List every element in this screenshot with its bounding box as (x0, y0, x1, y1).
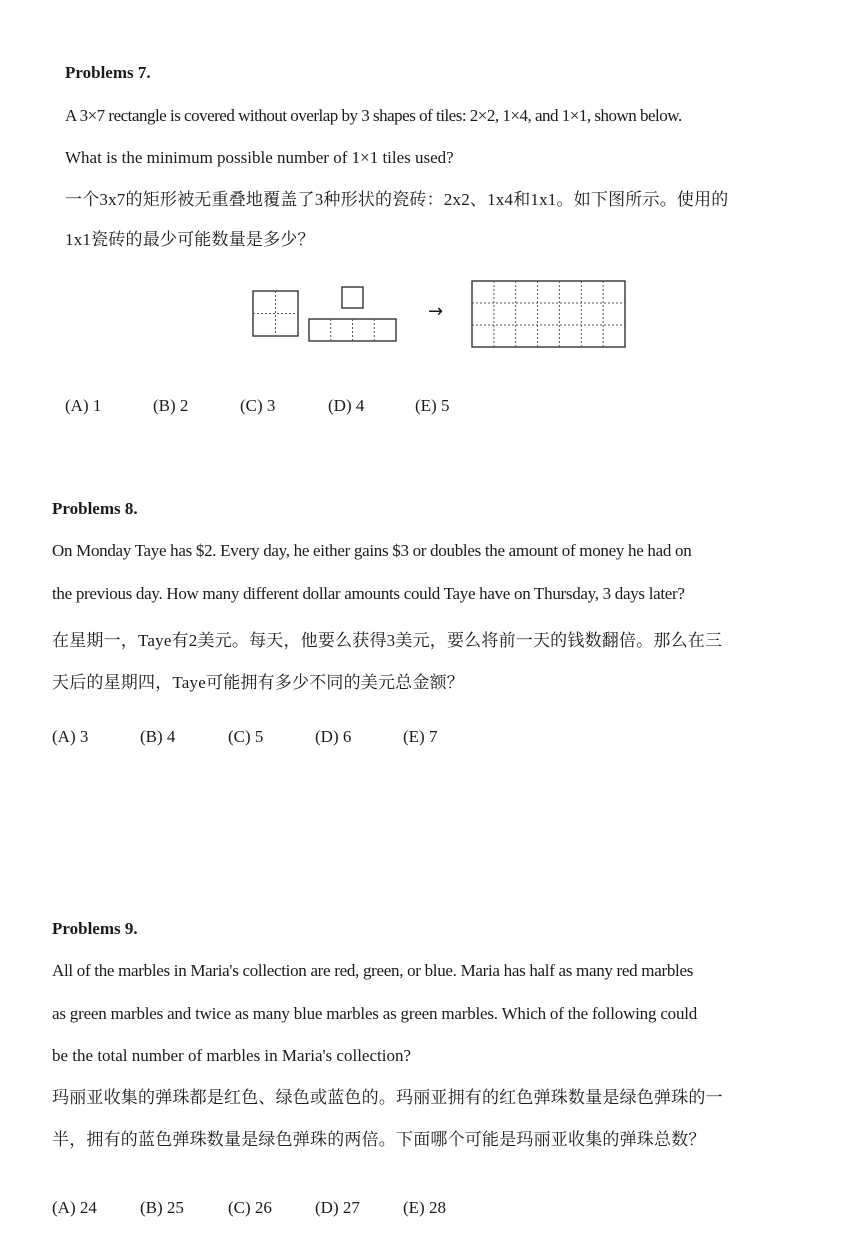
problem-9-choice-d[interactable]: (D) 27 (315, 1198, 360, 1217)
problem-7-choice-d[interactable]: (D) 4 (328, 396, 365, 415)
problem-9-choice-e[interactable]: (E) 28 (403, 1198, 446, 1217)
problem-8-text-line-1: On Monday Taye has $2. Every day, he either gains $3 or doubles the amount of money he had on (52, 541, 692, 560)
tile-2x2 (253, 291, 298, 336)
problem-9-title: Problems 9. (52, 919, 138, 938)
problem-8-choice-b[interactable]: (B) 4 (140, 727, 176, 746)
problem-9-choice-c[interactable]: (C) 26 (228, 1198, 272, 1217)
problem-8-text-line-2: the previous day. How many different dollar amounts could Taye have on Thursday, 3 days later? (52, 584, 685, 603)
problem-9-choice-a[interactable]: (A) 24 (52, 1198, 97, 1217)
problem-8-choice-d[interactable]: (D) 6 (315, 727, 352, 746)
problem-9-choice-b[interactable]: (B) 25 (140, 1198, 184, 1217)
problem-7-cn-line-2: 1x1瓷砖的最少可能数量是多少？ (65, 230, 315, 249)
problem-7-text-line-1: A 3×7 rectangle is covered without overlap by 3 shapes of tiles: 2×2, 1×4, and 1×1, shown below. (65, 106, 682, 125)
problem-8-choice-a[interactable]: (A) 3 (52, 727, 89, 746)
problem-9-cn-line-1: 玛丽亚收集的弹珠都是红色、绿色或蓝色的。玛丽亚拥有的红色弹珠数量是绿色弹珠的一 (52, 1088, 723, 1107)
problem-9-cn-line-2: 半，拥有的蓝色弹珠数量是绿色弹珠的两倍。下面哪个可能是玛丽亚收集的弹珠总数？ (52, 1130, 706, 1149)
problem-8-cn-line-1: 在星期一，Taye有2美元。每天，他要么获得3美元，要么将前一天的钱数翻倍。那么在三 (52, 631, 723, 650)
problem-8-title: Problems 8. (52, 499, 138, 518)
problem-8-choice-e[interactable]: (E) 7 (403, 727, 438, 746)
tile-1x4 (309, 319, 396, 341)
problem-7-text-line-2: What is the minimum possible number of 1×1 tiles used? (65, 148, 454, 167)
problem-9-text-line-2: as green marbles and twice as many blue marbles as green marbles. Which of the following could (52, 1004, 698, 1023)
problem-7-cn-line-1: 一个3x7的矩形被无重叠地覆盖了3种形状的瓷砖：2x2、1x4和1x1。如下图所示。使用的 (65, 190, 729, 209)
problem-7-choice-b[interactable]: (B) 2 (153, 396, 189, 415)
problem-7-choice-c[interactable]: (C) 3 (240, 396, 276, 415)
arrow-icon: → (428, 301, 444, 322)
problem-8-cn-line-2: 天后的星期四，Taye可能拥有多少不同的美元总金额？ (52, 673, 464, 692)
problem-7-choice-e[interactable]: (E) 5 (415, 396, 450, 415)
problem-7-title: Problems 7. (65, 63, 151, 82)
tile-1x1 (342, 287, 363, 308)
problem-9-text-line-3: be the total number of marbles in Maria's collection? (52, 1046, 412, 1065)
problem-8-choice-c[interactable]: (C) 5 (228, 727, 264, 746)
problem-7-choice-a[interactable]: (A) 1 (65, 396, 102, 415)
problem-9-text-line-1: All of the marbles in Maria's collection are red, green, or blue. Maria has half as many red marbles (52, 961, 694, 980)
target-rectangle-3x7 (472, 281, 625, 347)
